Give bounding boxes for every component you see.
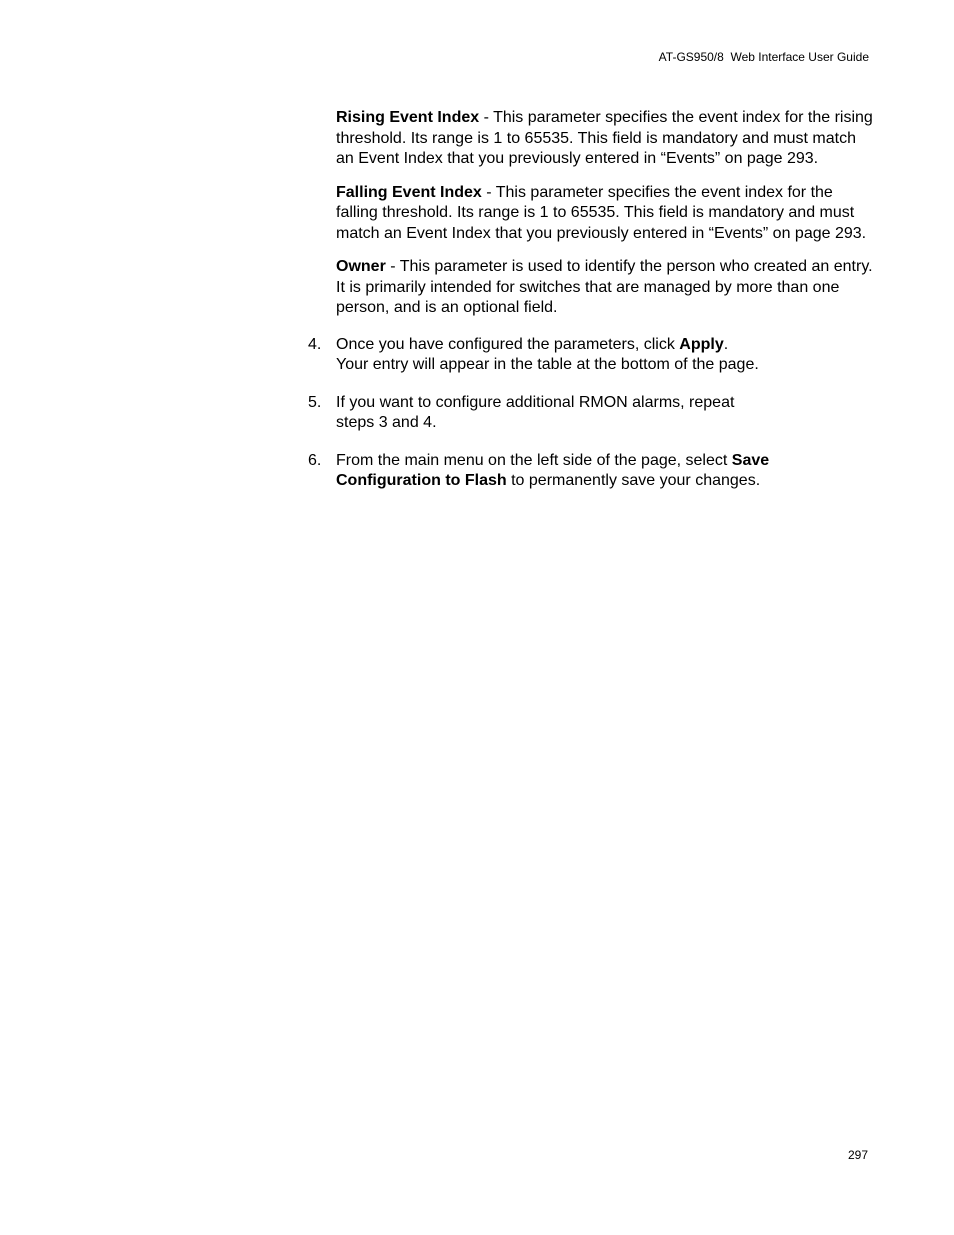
step-line: Your entry will appear in the table at the bottom of the page. (336, 356, 759, 373)
param-description: - This parameter specifies the event index for the falling threshold. Its range is 1 to 65535. This field is mandatory and must match an Event Index that you previously entered in “Events” on page 293. (336, 183, 867, 242)
step-text: . (723, 335, 729, 353)
step-bold-text: Save (731, 451, 770, 469)
param-term: Rising Event Index (336, 109, 480, 126)
step-line (336, 451, 876, 472)
step-number: 4. (308, 335, 322, 353)
step-line (336, 471, 876, 492)
step-text: From the main menu on the left side of the page, select (336, 451, 732, 469)
step-text: Once you have configured the parameters, click (336, 335, 680, 353)
step-bold-text: Apply (679, 335, 724, 353)
param-rising-event-index (336, 108, 876, 170)
main-content (308, 108, 876, 509)
step-line (336, 335, 876, 356)
page-number: 297 (847, 1148, 868, 1162)
param-description: - This parameter is used to identify the person who created an entry. It is primarily intended for switches that are managed by more than one person, and is an optional field. (336, 258, 873, 316)
step-5 (308, 393, 876, 434)
step-number: 5. (308, 393, 322, 411)
param-term: Owner (336, 258, 386, 275)
param-term: Falling Event Index (336, 183, 482, 201)
step-number: 6. (308, 451, 322, 469)
param-falling-event-index (336, 183, 876, 245)
step-6 (308, 451, 876, 492)
step-4 (308, 335, 876, 376)
step-text: to permanently save your changes. (506, 472, 761, 489)
steps-list (308, 335, 876, 492)
param-owner (336, 257, 876, 319)
running-header: AT-GS950/8 Web Interface User Guide (658, 50, 869, 64)
step-bold-text: Configuration to Flash (336, 472, 507, 489)
step-line: If you want to configure additional RMON alarms, repeat (336, 393, 735, 411)
step-line: steps 3 and 4. (336, 414, 437, 431)
param-description: - This parameter specifies the event index for the rising threshold. Its range is 1 to 65535. This field is mandatory and must match an Event Index that you previously entered in “Events” on page 293. (336, 109, 873, 167)
